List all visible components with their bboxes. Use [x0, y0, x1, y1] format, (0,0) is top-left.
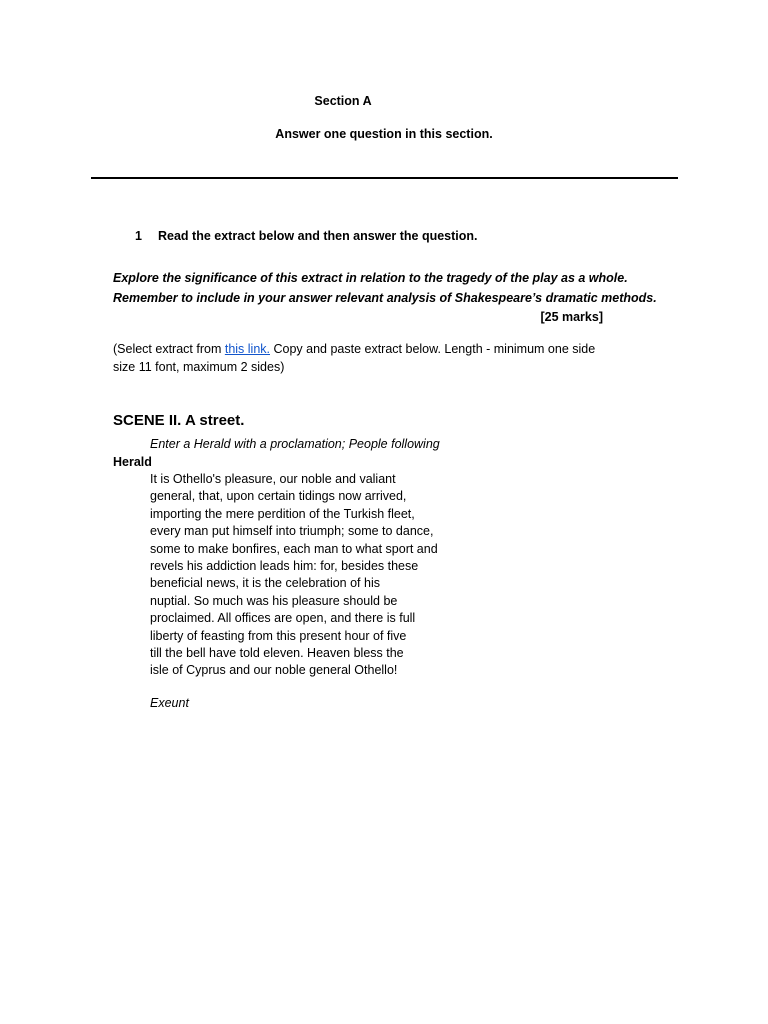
question-prompt — [113, 268, 673, 308]
question-number: 1 — [135, 229, 142, 243]
question-lead: Read the extract below and then answer the question. — [158, 229, 478, 243]
speech-line: It is Othello's pleasure, our noble and valiant — [150, 472, 396, 486]
speech-line: general, that, upon certain tidings now arrived, — [150, 489, 407, 504]
speech-line: importing the mere perdition of the Turkish fleet, — [150, 506, 415, 521]
speech-line: till the bell have told eleven. Heaven bless the — [150, 646, 404, 661]
stage-direction-enter: Enter a Herald with a proclamation; People following — [150, 437, 440, 451]
question-prompt-line: Explore the significance of this extract in relation to the tragedy of the play as a whole. — [113, 271, 628, 285]
extract-note-text: (Select extract from — [113, 342, 225, 356]
extract-note — [113, 341, 613, 376]
speech-block — [150, 471, 470, 680]
speech-line: isle of Cyprus and our noble general Othello! — [150, 663, 398, 678]
extract-link[interactable]: this link. — [224, 342, 270, 356]
speech-line: every man put himself into triumph; some to dance, — [150, 524, 434, 539]
speech-line: some to make bonfires, each man to what sport and — [150, 541, 438, 556]
speech-line: nuptial. So much was his pleasure should be — [150, 593, 398, 608]
speech-line: beneficial news, it is the celebration of his — [150, 576, 380, 591]
speaker-name: Herald — [113, 455, 152, 469]
section-title: Section A — [314, 94, 372, 108]
speech-line: proclaimed. All offices are open, and there is full — [150, 611, 416, 626]
speech-line: revels his addiction leads him: for, besides these — [150, 559, 419, 574]
speech-line: liberty of feasting from this present hour of five — [150, 628, 407, 643]
marks-label: [25 marks] — [540, 310, 603, 324]
stage-direction-exit: Exeunt — [150, 696, 189, 710]
section-divider — [91, 177, 678, 179]
question-prompt-line: Remember to include in your answer relevant analysis of Shakespeare’s dramatic methods. — [113, 291, 657, 305]
section-instruction: Answer one question in this section. — [275, 127, 493, 141]
scene-heading: SCENE II. A street. — [113, 412, 245, 429]
extract-note-text: Copy and paste extract below. Length - minimum one side size 11 font, maximum 2 sides) — [113, 342, 596, 374]
